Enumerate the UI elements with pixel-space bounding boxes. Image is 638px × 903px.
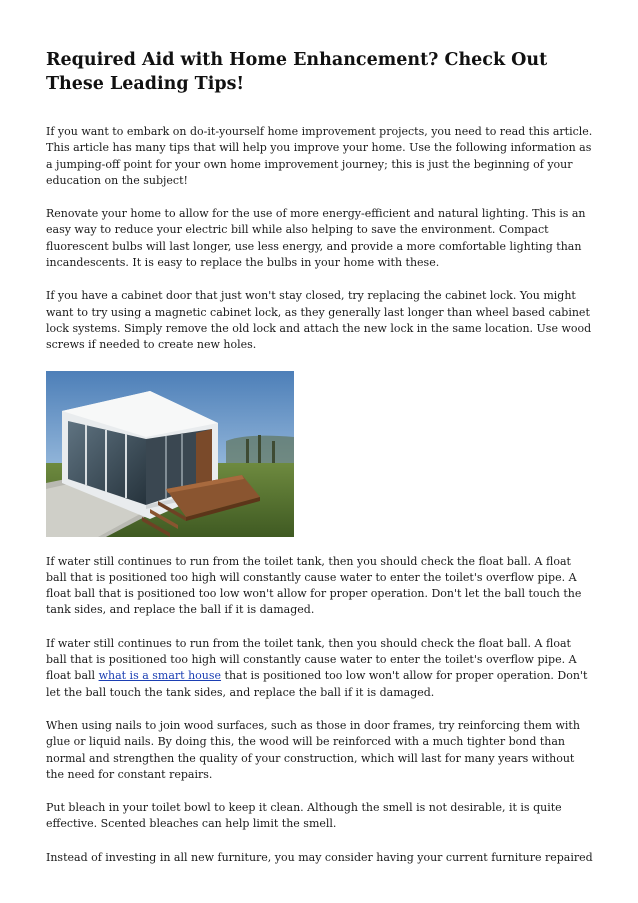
- paragraph-text-after-link: that is positioned too low won't allow for proper operation. Don't let the ball touch the tank sides, and replace the ball if it is damaged.: [46, 669, 588, 699]
- smart-house-link[interactable]: what is a smart house: [98, 669, 222, 683]
- paragraph-cabinet-lock: If you have a cabinet door that just won't stay closed, try replacing the cabinet lock. You might want to try using a magnetic cabinet lock, as they generally last longer than wheel based cabinet lock systems. Simply remove the old lock and attach the new lock in the same location. Use wood screws if needed to create new holes.: [46, 289, 592, 352]
- paragraph-bleach: Put bleach in your toilet bowl to keep it clean. Although the smell is not desirable, it is quite effective. Scented bleaches can help limit the smell.: [46, 801, 562, 831]
- page-title: Required Aid with Home Enhancement? Check Out These Leading Tips!: [46, 50, 548, 94]
- paragraph-text-before-link: If water still continues to run from the toilet tank, then you should check the float ball. A float ball that is positioned too high will constantly cause water to enter the toilet's overflow pipe. A float ball: [46, 636, 577, 683]
- modern-house-photo: [46, 371, 294, 537]
- paragraph-lighting: Renovate your home to allow for the use of more energy-efficient and natural lighting. This is an easy way to reduce your electric bill while also helping to save the environment. Compact fluorescent bulbs will last longer, use less energy, and provide a more comfortable lighting than incandescents. It is easy to replace the bulbs in your home with these.: [46, 207, 586, 270]
- paragraph-intro: If you want to embark on do-it-yourself home improvement projects, you need to read this article. This article has many tips that will help you improve your home. Use the following information as a jumping-off point for your own home improvement journey; this is just the beginning of your education on the subject!: [46, 125, 593, 187]
- paragraph-furniture: Instead of investing in all new furniture, you may consider having your current furniture repaired: [46, 850, 593, 864]
- paragraph-nails-glue: When using nails to join wood surfaces, such as those in door frames, try reinforcing them with glue or liquid nails. By doing this, the wood will be reinforced with a much tighter bond than normal and strengthen the quality of your construction, which will last for many years without the need for constant repairs.: [46, 718, 580, 781]
- paragraph-float-ball: If water still continues to run from the toilet tank, then you should check the float ball. A float ball that is positioned too high will constantly cause water to enter the toilet's overflow pipe. A float ball that is positioned too low won't allow for proper operation. Don't let the ball touch the tank sides, and replace the ball if it is damaged.: [46, 554, 582, 617]
- document-page: [46, 48, 594, 883]
- paragraph-float-ball-link: [46, 636, 594, 701]
